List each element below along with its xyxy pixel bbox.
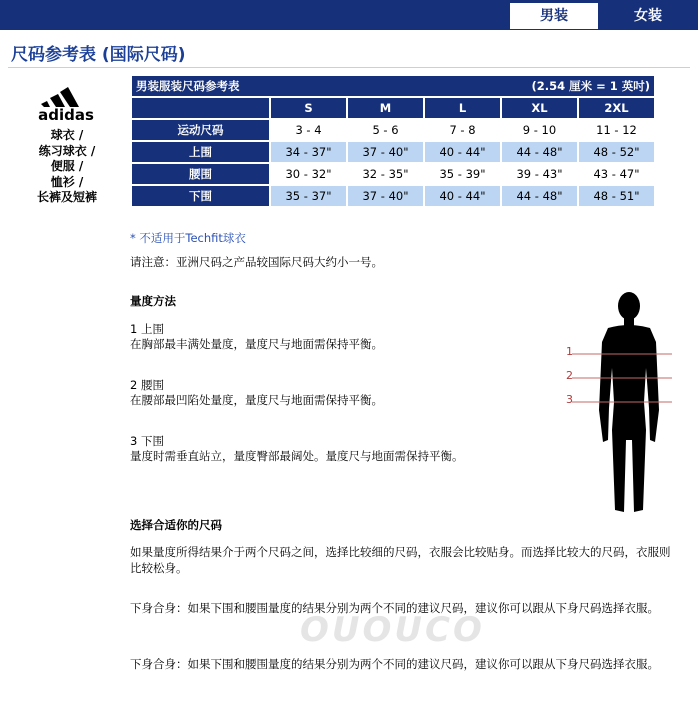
table-cell: 35 - 39" — [425, 164, 500, 184]
table-corner — [132, 98, 269, 118]
table-cell: 37 - 40" — [348, 186, 423, 206]
category-item: 长裤及短裤 — [36, 190, 97, 204]
figure-label-3: 3 — [566, 393, 573, 406]
category-item: 球衣 / — [50, 128, 84, 142]
measure-item-chest — [130, 322, 550, 352]
tab-men[interactable]: 男装 — [510, 3, 598, 29]
size-header: S — [271, 98, 346, 118]
table-cell: 40 - 44" — [425, 186, 500, 206]
table-cell: 34 - 37" — [271, 142, 346, 162]
figure-label-2: 2 — [566, 369, 573, 382]
table-cell: 35 - 37" — [271, 186, 346, 206]
measure-item-hip — [130, 434, 550, 464]
choose-paragraph-2: 下身合身：如果下围和腰围量度的结果分别为两个不同的建议尺码，建议你可以跟从下身尺码选择衣服。 — [130, 601, 659, 615]
table-cell: 11 - 12 — [579, 120, 654, 140]
size-chart-table — [130, 74, 656, 208]
row-label: 上围 — [132, 142, 269, 162]
table-cell: 40 - 44" — [425, 142, 500, 162]
table-cell: 5 - 6 — [348, 120, 423, 140]
row-label: 腰围 — [132, 164, 269, 184]
category-list — [22, 128, 112, 206]
row-label: 运动尺码 — [132, 120, 269, 140]
figure-label-1: 1 — [566, 345, 573, 358]
table-cell: 48 - 51" — [579, 186, 654, 206]
choose-paragraph-3: 下身合身：如果下围和腰围量度的结果分别为两个不同的建议尺码，建议你可以跟从下身尺码选择衣服。 — [130, 657, 659, 671]
category-item: 便服 / — [50, 159, 84, 173]
table-cell: 48 - 52" — [579, 142, 654, 162]
techfit-footnote: * 不适用于Techfit球衣 — [130, 231, 246, 245]
size-header: 2XL — [579, 98, 654, 118]
table-title: 男装服装尺码参考表 — [136, 79, 240, 93]
page-title: 尺码参考表 (国际尺码) — [11, 45, 186, 65]
table-cell: 32 - 35" — [348, 164, 423, 184]
table-row — [132, 142, 654, 162]
measure-item-title: 3 下围 — [130, 434, 164, 448]
table-row — [132, 120, 654, 140]
choose-size-heading: 选择合适你的尺码 — [130, 518, 222, 532]
table-cell: 37 - 40" — [348, 142, 423, 162]
table-row — [132, 186, 654, 206]
measure-heading: 量度方法 — [130, 294, 176, 308]
measure-item-text: 在胸部最丰满处量度，量度尺与地面需保持平衡。 — [130, 337, 383, 351]
body-silhouette-figure — [560, 290, 680, 515]
table-cell: 39 - 43" — [502, 164, 577, 184]
measure-item-text: 在腰部最凹陷处量度，量度尺与地面需保持平衡。 — [130, 393, 383, 407]
table-cell: 43 - 47" — [579, 164, 654, 184]
category-item: 恤衫 / — [50, 174, 84, 189]
measure-item-text: 量度时需垂直站立，量度臀部最阔处。量度尺与地面需保持平衡。 — [130, 449, 464, 463]
choose-paragraph-1: 如果量度所得结果介于两个尺码之间，选择比较细的尺码，衣服会比较贴身。而选择比较大的尺码，衣服则比较松身。 — [130, 545, 671, 575]
measure-item-title: 1 上围 — [130, 322, 164, 336]
title-divider — [8, 67, 690, 68]
size-header: XL — [502, 98, 577, 118]
table-row — [132, 164, 654, 184]
table-cell: 7 - 8 — [425, 120, 500, 140]
table-cell: 3 - 4 — [271, 120, 346, 140]
adidas-logo — [35, 80, 97, 122]
table-cell: 44 - 48" — [502, 186, 577, 206]
row-label: 下围 — [132, 186, 269, 206]
size-header: M — [348, 98, 423, 118]
unit-note: (2.54 厘米 = 1 英吋) — [531, 79, 650, 93]
category-item: 练习球衣 / — [38, 143, 96, 158]
table-cell: 9 - 10 — [502, 120, 577, 140]
size-header: L — [425, 98, 500, 118]
table-header — [132, 76, 654, 96]
measure-item-title: 2 腰围 — [130, 378, 164, 392]
table-cell: 30 - 32" — [271, 164, 346, 184]
asia-size-note: 请注意：亚洲尺码之产品较国际尺码大约小一号。 — [130, 255, 383, 269]
top-nav-bar — [0, 0, 698, 30]
table-cell: 44 - 48" — [502, 142, 577, 162]
watermark: OUOUCO — [300, 610, 485, 650]
tab-women[interactable]: 女装 — [600, 3, 696, 29]
measure-item-waist — [130, 378, 550, 408]
brand-wordmark: adidas — [38, 106, 94, 122]
